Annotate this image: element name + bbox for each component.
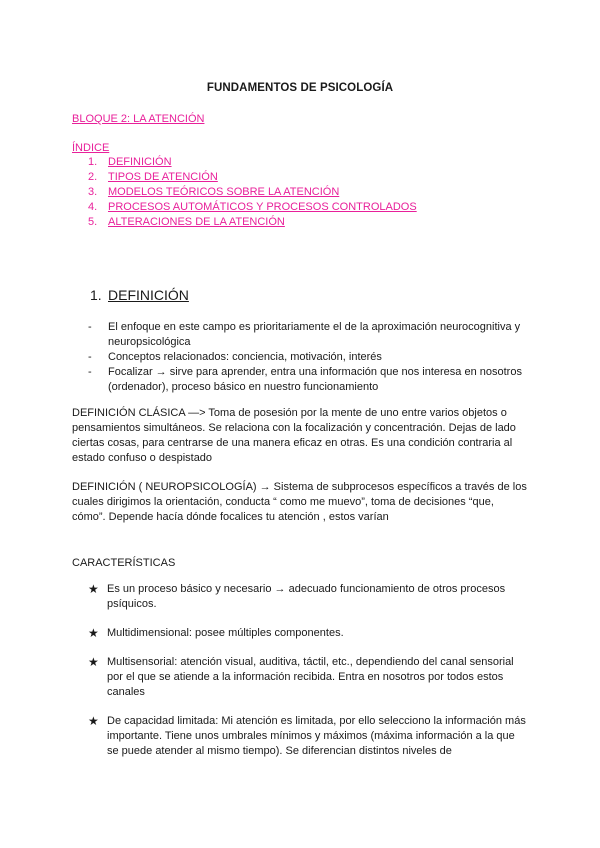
star-icon: ★ — [88, 626, 99, 640]
table-of-contents — [88, 155, 417, 230]
definition-bullet-list — [88, 320, 528, 395]
paragraph-definicion-neuropsicologia: DEFINICIÓN ( NEUROPSICOLOGÍA) → Sistema de subprocesos específicos a través de los cuales dirigimos la orientación, conducta “ como me muevo”, toma de decisiones “que, cómo”. Depende hacía dónde focalices tu atención , estos varían — [72, 481, 527, 523]
section-heading-text: DEFINICIÓN — [108, 287, 189, 303]
paragraph-definicion-clasica: DEFINICIÓN CLÁSICA —> Toma de posesión por la mente de uno entre varios objetos o pensamientos simultáneos. Se relaciona con la focalización y concentración. Dejas de lado ciertas cosas, para centrarse de una manera eficaz en otras. Es una condición contraria al estado confuso o despistado — [72, 407, 516, 464]
caracteristicas-heading: CARACTERÍSTICAS — [72, 557, 176, 569]
star-icon: ★ — [88, 714, 99, 728]
list-item: ★ De capacidad limitada: Mi atención es limitada, por ello selecciono la información más importante. Tiene unos umbrales mínimos y máximos (máxima información a la que se puede atender al mismo tiempo). Se diferencian distintos niveles de — [88, 714, 526, 757]
toc-item[interactable]: 1. DEFINICIÓN — [88, 156, 172, 168]
list-item: ★ Multidimensional: posee múltiples componentes. — [88, 626, 344, 640]
list-item: - Conceptos relacionados: conciencia, motivación, interés — [88, 351, 382, 363]
list-item: ★ Es un proceso básico y necesario → adecuado funcionamiento de otros procesos psíquicos. — [88, 582, 506, 610]
toc-link-modelos[interactable]: MODELOS TEÓRICOS SOBRE LA ATENCIÓN — [108, 186, 340, 198]
list-item: ★ Multisensorial: atención visual, auditiva, táctil, etc., dependiendo del canal sensorial por el que se atiende a la información recibida. Entra en nosotros por todos estos canales — [88, 655, 514, 698]
toc-link-alteraciones[interactable]: ALTERACIONES DE LA ATENCIÓN — [108, 216, 285, 228]
list-item: - El enfoque en este campo es prioritariamente el de la aproximación neurocognitiva y neuropsicológica — [88, 321, 521, 348]
indice-link[interactable]: ÍNDICE — [72, 142, 110, 154]
toc-item[interactable]: 4. PROCESOS AUTOMÁTICOS Y PROCESOS CONTROLADOS — [88, 201, 417, 213]
toc-item[interactable]: 3. MODELOS TEÓRICOS SOBRE LA ATENCIÓN — [88, 186, 340, 198]
star-icon: ★ — [88, 582, 99, 596]
list-item: - Focalizar → sirve para aprender, entra una información que nos interesa en nosotros (ordenador), proceso básico en nuestro funcionamiento — [88, 366, 522, 393]
toc-item[interactable]: 5. ALTERACIONES DE LA ATENCIÓN — [88, 216, 285, 228]
toc-link-procesos[interactable]: PROCESOS AUTOMÁTICOS Y PROCESOS CONTROLADOS — [108, 201, 417, 213]
section-heading-definicion: 1. DEFINICIÓN — [90, 287, 189, 303]
toc-item[interactable]: 2. TIPOS DE ATENCIÓN — [88, 171, 218, 183]
bloque-link[interactable]: BLOQUE 2: LA ATENCIÓN — [72, 113, 205, 125]
document-title: FUNDAMENTOS DE PSICOLOGÍA — [206, 82, 394, 94]
toc-link-definicion[interactable]: DEFINICIÓN — [108, 156, 172, 168]
toc-link-tipos[interactable]: TIPOS DE ATENCIÓN — [108, 171, 218, 183]
star-icon: ★ — [88, 655, 99, 669]
caracteristicas-list — [88, 582, 528, 759]
